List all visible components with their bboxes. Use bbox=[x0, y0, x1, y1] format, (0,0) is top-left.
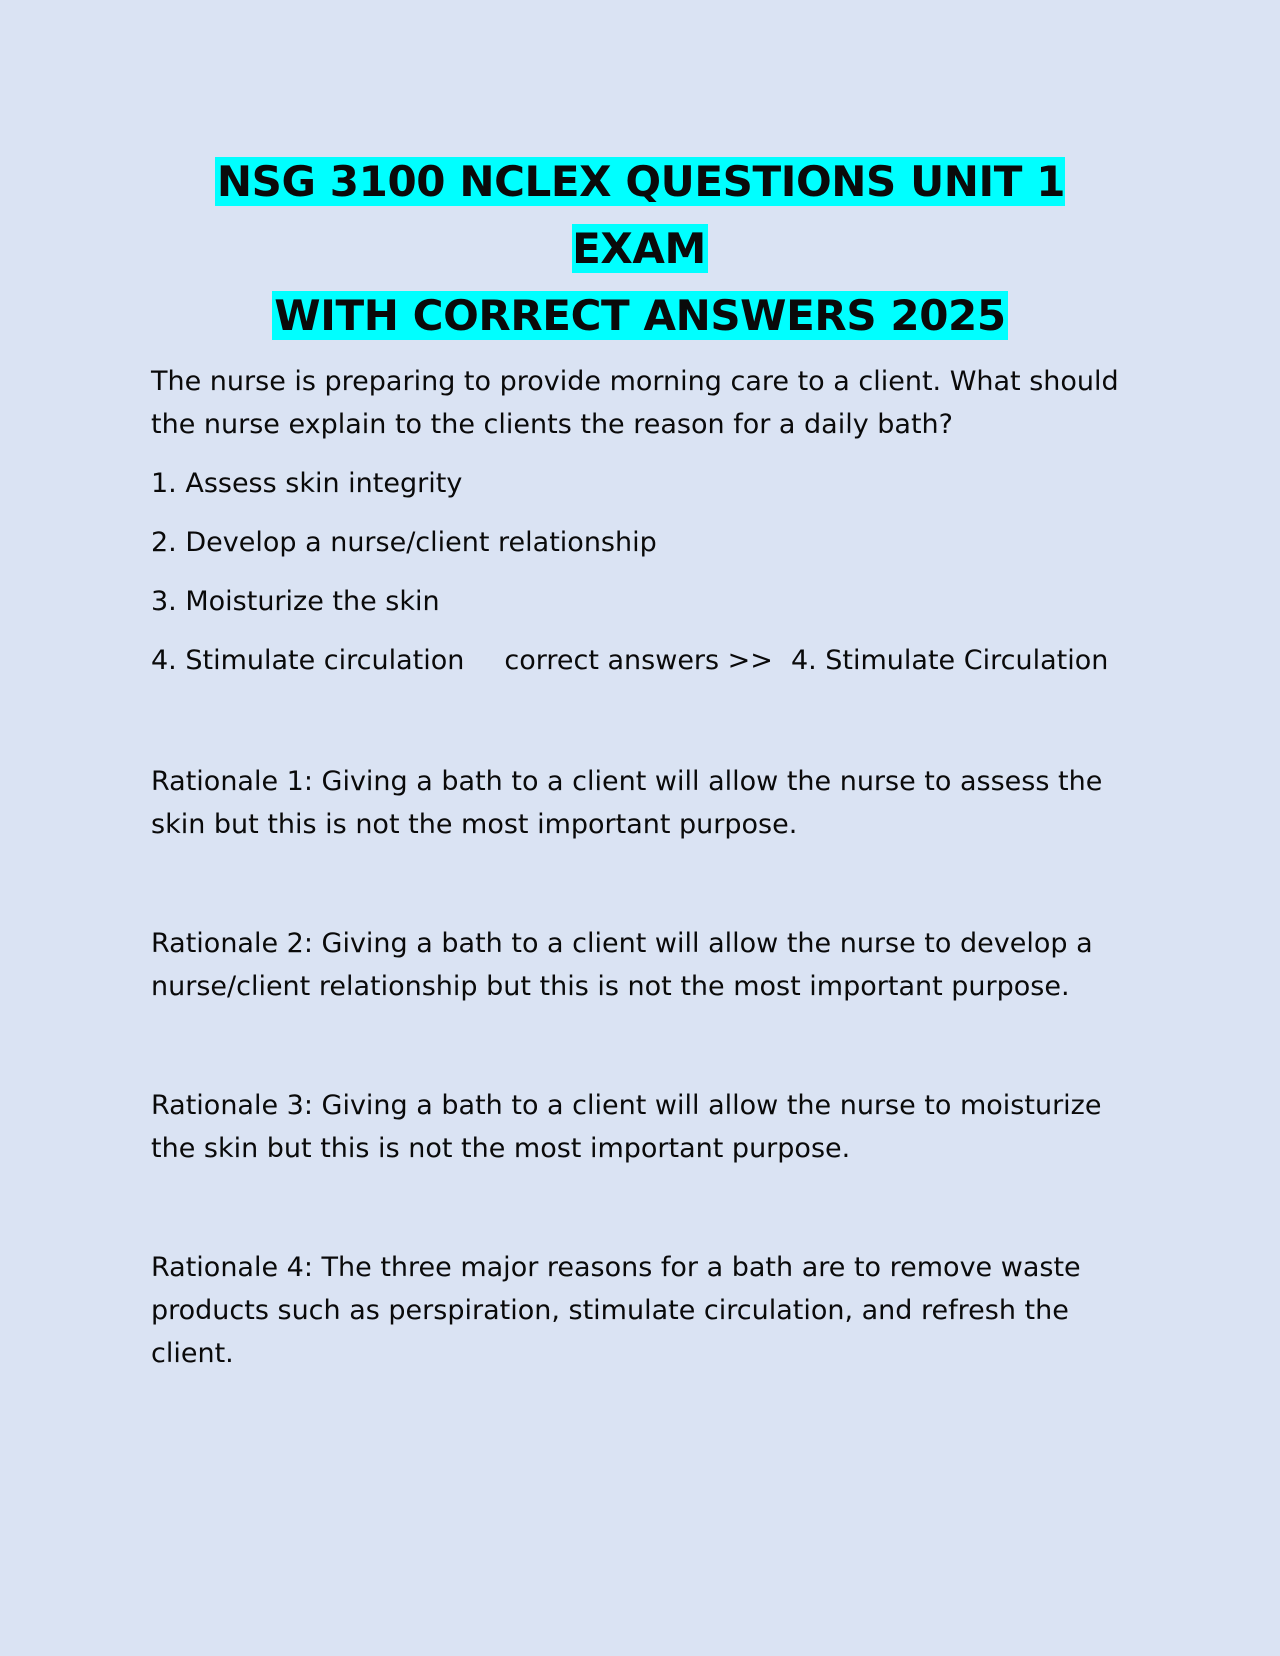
rationale-2: Rationale 2: Giving a bath to a client will allow the nurse to develop a nurse/client relationship but this is not the most important purpose. bbox=[151, 928, 1093, 1002]
answer-label: correct answers >> bbox=[504, 645, 773, 676]
option-4-row bbox=[151, 639, 1151, 682]
option-2: 2. Develop a nurse/client relationship bbox=[151, 527, 657, 558]
rationale-3: Rationale 3: Giving a bath to a client will allow the nurse to moisturize the skin but this is not the most important purpose. bbox=[151, 1090, 1102, 1164]
question-text: The nurse is preparing to provide morning care to a client. What should the nurse explain to the clients the reason for a daily bath? bbox=[151, 366, 1119, 440]
title-line-1: NSG 3100 NCLEX QUESTIONS UNIT 1 EXAM bbox=[216, 157, 1066, 273]
page-title bbox=[140, 148, 1140, 349]
title-line-2: WITH CORRECT ANSWERS 2025 bbox=[274, 291, 1006, 340]
rationale-1: Rationale 1: Giving a bath to a client will allow the nurse to assess the skin but this is not the most important purpose. bbox=[151, 766, 1103, 840]
option-3: 3. Moisturize the skin bbox=[151, 586, 440, 617]
document-body bbox=[151, 360, 1151, 1369]
option-4: 4. Stimulate circulation bbox=[151, 645, 465, 676]
option-1: 1. Assess skin integrity bbox=[151, 468, 463, 499]
answer-value: 4. Stimulate Circulation bbox=[790, 645, 1109, 676]
rationale-4: Rationale 4: The three major reasons for a bath are to remove waste products such as perspiration, stimulate circulation, and refresh the client. bbox=[151, 1252, 1081, 1369]
